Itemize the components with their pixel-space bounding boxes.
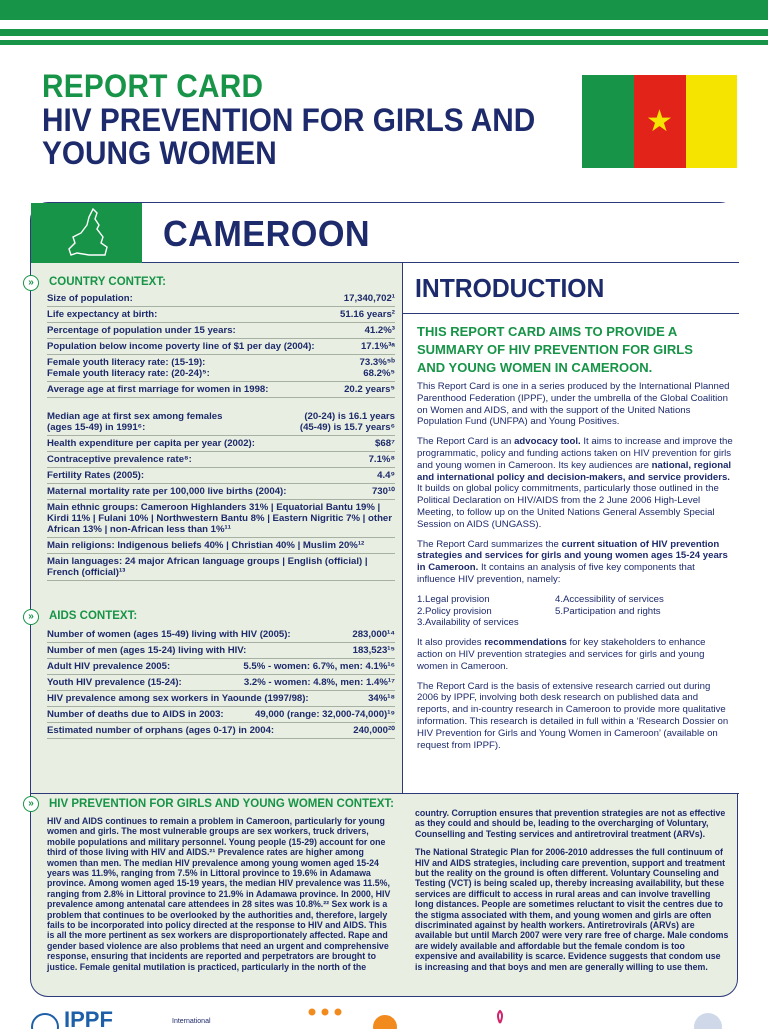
flag-red-band <box>634 75 686 168</box>
fact-row: Population below income poverty line of $1 per day (2004): 17.1%³ᵃ <box>47 339 395 355</box>
ippf-logo-sub: International <box>172 1018 211 1025</box>
fact-row: Estimated number of orphans (ages 0-17) in 2004: 240,000²⁰ <box>47 723 395 739</box>
chevron-right-icon: » <box>23 796 39 812</box>
ippf-logo-text: IPPF <box>64 1007 113 1029</box>
list-item <box>555 617 705 629</box>
page-title: HIV PREVENTION FOR GIRLS AND YOUNG WOMEN <box>42 102 536 171</box>
fact-row: Number of deaths due to AIDS in 2003: 49,000 (range: 32,000-74,000)¹⁹ <box>47 707 395 723</box>
introduction-title: INTRODUCTION <box>415 273 605 303</box>
chevron-right-icon: » <box>23 609 39 625</box>
report-card-label: REPORT CARD <box>42 68 264 104</box>
top-stripe <box>0 0 768 20</box>
country-header <box>31 203 739 263</box>
partner-logos <box>0 1003 768 1029</box>
country-map-icon <box>31 203 142 263</box>
languages: Main languages: 24 major African language groups | English (official) | French (official)¹³ <box>47 554 395 581</box>
top-stripe <box>0 40 768 45</box>
introduction-body <box>417 381 733 759</box>
fact-row: Median age at first sex among females (ages 15-49) in 1991⁶: (20-24) is 16.1 years (45-49) is 15.7 years⁶ <box>47 398 395 436</box>
aids-context-list <box>47 627 395 739</box>
introduction-panel <box>403 263 739 793</box>
list-item: 5.Participation and rights <box>555 605 661 617</box>
fact-row: Fertility Rates (2005): 4.4⁹ <box>47 468 395 484</box>
fact-row: Contraceptive prevalence rate⁸: 7.1%⁸ <box>47 452 395 468</box>
list-item: 4.Accessibility of services <box>555 593 664 605</box>
cameroon-flag <box>582 75 737 168</box>
intro-paragraph: The Report Card is the basis of extensive research carried out during 2006 by IPPF, involving both desk research on published data and reports, and in-country research in Cameroon to provide more qualitative information. This research is detailed in full within a ‘Research Dossier on HIV Prevention for Girls and Young Women in Cameroon’ (available on request from IPPF). <box>417 680 729 751</box>
prevention-context-title: HIV PREVENTION FOR GIRLS AND YOUNG WOMEN CONTEXT: <box>49 798 395 810</box>
list-item: 1.Legal provision <box>417 593 490 605</box>
prevention-context-left: HIV and AIDS continues to remain a problem in Cameroon, particularly for young women and girls. The most vulnerable groups are sex workers, truck drivers, mobile populations and military personnel. Young people (15-29) account for one third of those living with HIV and AIDS.²¹ Prevalence rates are higher among women than men. The median HIV prevalence among young women aged 15-24 years was 11.9%, ranging from 7.5% in Littoral province to 19.6% in Adamawa province. Among women aged 15-19 years, the median HIV prevalence was 11.5%, ranging from 2.8% in Littoral province to 21.9% in Adamawa province. In 2000, HIV prevalence among antenatal care attendees in 28 sites was 10.8%.²² Sex work is a problem that continues to be overlooked by the authorities and, therefore, largely fails to be incorporated into policy directed at the response to HIV and AIDS. This is all the more pertinent as sex workers are disproportionately affected. Rape and gender based violence are also problems that need an urgent and comprehensive response, ensuring that incidents are reported and perpetrators are brought to justice. Female genital mutilation is practiced, particularly in the north of the <box>47 816 391 972</box>
flag-green-band <box>582 75 634 168</box>
intro-paragraph: The Report Card is an advocacy tool. It aims to increase and improve the programmatic, policy and funding actions taken on HIV prevention for girls and young women in Cameroon. Its key audiences are national, regional and international policy and decision-makers, and service providers. It builds on global policy commitments, particularly those outlined in the Political Declaration on HIV/AIDS from the 2 June 2006 High-Level Meeting, to follow up on the United Nations General Assembly Special Session on AIDS (UNGASS). <box>417 436 733 530</box>
footer-logos <box>0 1003 768 1029</box>
fact-row: HIV prevalence among sex workers in Yaounde (1997/98): 34%¹⁸ <box>47 691 395 707</box>
fact-row: Average age at first marriage for women in 1998: 20.2 years⁵ <box>47 382 395 398</box>
list-item: 3.Availability of services <box>417 617 519 629</box>
intro-paragraph: It also provides recommendations for key stakeholders to enhance action on HIV prevention strategies and services for girls and young women in Cameroon. <box>417 637 706 672</box>
components-list <box>417 594 733 629</box>
religions: Main religions: Indigenous beliefs 40% | Christian 40% | Muslim 20%¹² <box>47 538 395 554</box>
fact-row: Health expenditure per capita per year (2002): $68⁷ <box>47 436 395 452</box>
list-item: 2.Policy provision <box>417 605 492 617</box>
intro-paragraph: This Report Card is one in a series produced by the International Planned Parenthood Federation (IPPF), under the umbrella of the Global Coalition on Women and AIDS, and with the support of the United Nations Population Fund (UNFPA) and Young Positives. <box>417 381 730 428</box>
fact-row: Number of men (ages 15-24) living with HIV: 183,523¹⁵ <box>47 643 395 659</box>
top-stripe <box>0 29 768 36</box>
flag-yellow-band <box>686 75 737 168</box>
divider <box>403 313 739 314</box>
fact-row: Percentage of population under 15 years: 41.2%³ <box>47 323 395 339</box>
star-icon: ★ <box>646 105 673 138</box>
fact-row: Number of women (ages 15-49) living with HIV (2005): 283,000¹⁴ <box>47 627 395 643</box>
chevron-right-icon: » <box>23 275 39 291</box>
introduction-lead: THIS REPORT CARD AIMS TO PROVIDE A SUMMARY OF HIV PREVENTION FOR GIRLS AND YOUNG WOMEN IN CAMEROON. <box>417 324 693 375</box>
country-name: CAMEROON <box>163 213 371 254</box>
intro-paragraph: The Report Card summarizes the current situation of HIV prevention strategies and services for girls and young women ages 15-24 years in Cameroon. It contains an analysis of five key components that influence HIV prevention, namely: <box>417 538 728 585</box>
fact-row: Youth HIV prevalence (15-24): 3.2% - women: 4.8%, men: 1.4%¹⁷ <box>47 675 395 691</box>
fact-row: Life expectancy at birth: 51.16 years² <box>47 307 395 323</box>
section-divider <box>31 793 739 794</box>
fact-row: Female youth literacy rate: (15-19): Female youth literacy rate: (20-24)⁵: 73.3%⁵ᵇ 68.2%⁵ <box>47 355 395 382</box>
fact-row: Adult HIV prevalence 2005: 5.5% - women: 6.7%, men: 4.1%¹⁶ <box>47 659 395 675</box>
aids-context-title: AIDS CONTEXT: <box>49 610 138 622</box>
country-context-list <box>47 291 395 581</box>
country-context-title: COUNTRY CONTEXT: <box>49 276 166 288</box>
fact-row: Size of population: 17,340,702¹ <box>47 291 395 307</box>
fact-row: Maternal mortality rate per 100,000 live births (2004): 730¹⁰ <box>47 484 395 500</box>
ethnic-groups: Main ethnic groups: Cameroon Highlanders 31% | Equatorial Bantu 19% | Kirdi 11% | Fulani 10% | Northwestern Bantu 8% | Eastern Nigritic 7% | other African 13% | non-African less than 1%¹¹ <box>47 500 395 538</box>
report-panel <box>30 202 738 997</box>
prevention-context-right: country. Corruption ensures that prevention strategies are not as effective as they could and should be, leading to the overcharging of Voluntary, Counselling and Testing services and antiretroviral treatment (ARVs). The National Strategic Plan for 2006-2010 addresses the full continuum of HIV and AIDS strategies, including care prevention, support and treatment but the reality on the ground is often different. Voluntary Counseling and Testing (VCT) is being scaled up, thereby increasing availability, but these services are difficult to access in rural areas and can involve travelling long distances. People are sometimes reluctant to visit the centres due to the stigma associated with them, and young women and girls are often discriminated against by health workers. Antiretrovirals (ARVs) are available but until March 2007 were very rare free of charge. Male condoms are widely available and affordable but the female condom is too expensive and availability is scarce. Evidence suggests that condom use is increasing and that boys and men are generally willing to use them. <box>415 808 729 972</box>
